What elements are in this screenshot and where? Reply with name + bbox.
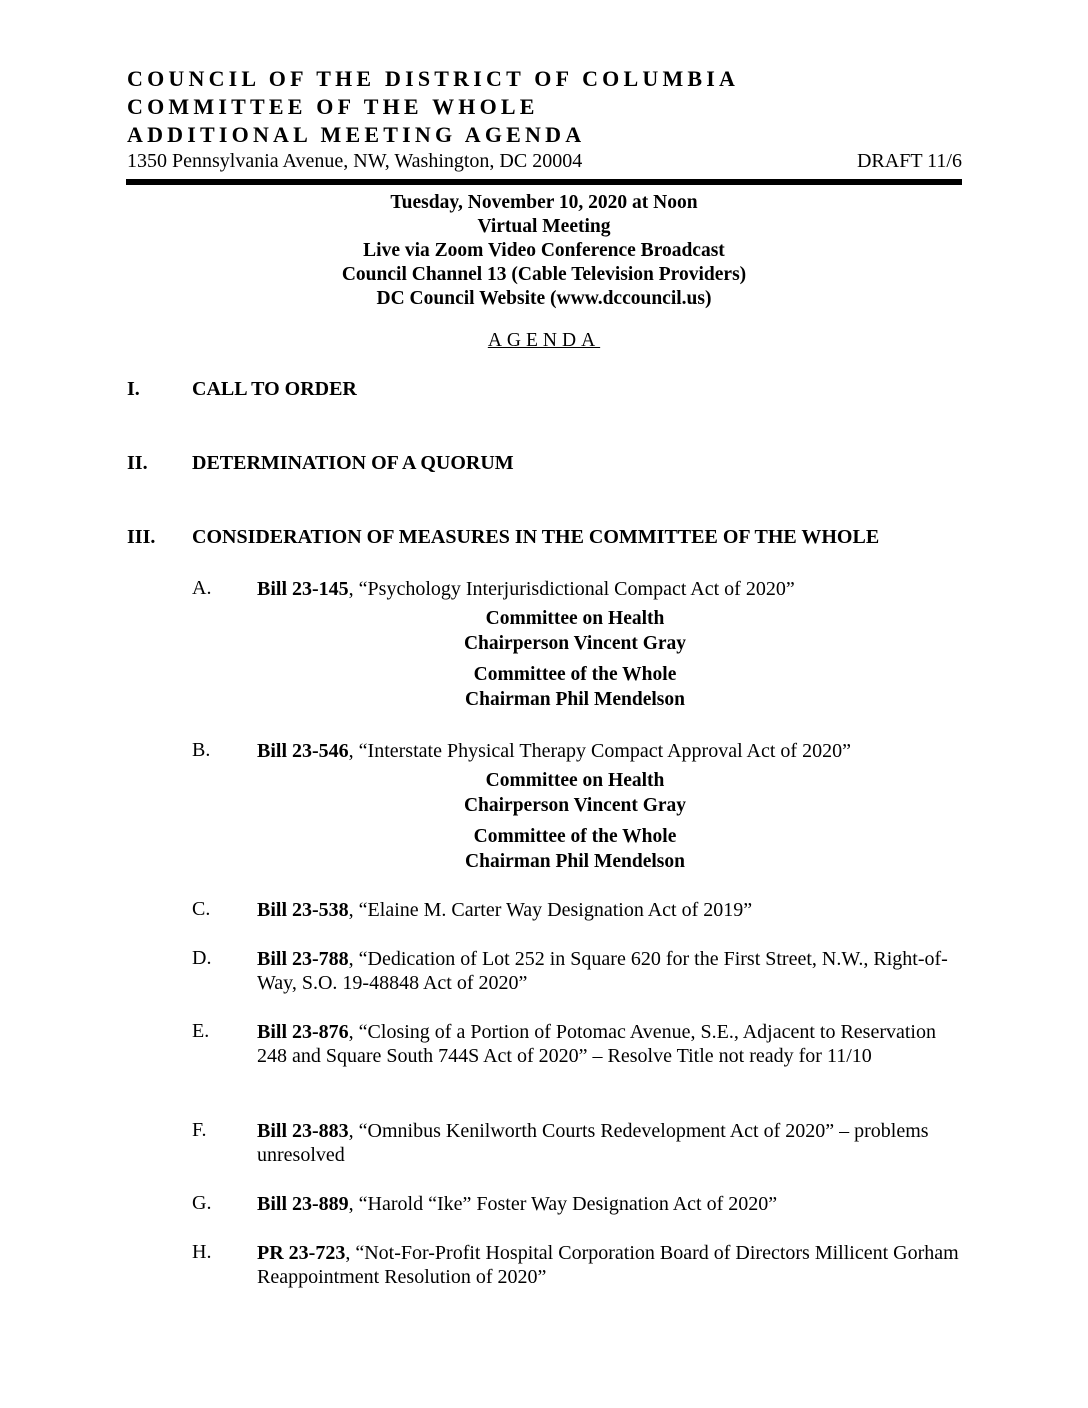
bill-number: Bill 23-546 xyxy=(257,740,349,762)
item-letter: E. xyxy=(192,1020,210,1042)
meeting-info xyxy=(126,191,962,311)
section-number: III. xyxy=(127,526,156,548)
committee-name: Committee on Health xyxy=(485,770,665,791)
item-letter: H. xyxy=(192,1241,212,1263)
bill-title: , “Omnibus Kenilworth Courts Redevelopment Act of 2020” – problems unresolved xyxy=(257,1120,929,1166)
agenda-heading: AGENDA xyxy=(487,330,601,351)
item-letter: D. xyxy=(192,947,212,969)
bill-title: , “Elaine M. Carter Way Designation Act of 2019” xyxy=(348,899,753,921)
agenda-item xyxy=(257,577,962,601)
bill-number: Bill 23-876 xyxy=(257,1021,349,1043)
section-title: DETERMINATION OF A QUORUM xyxy=(192,452,514,474)
bill-number: Bill 23-788 xyxy=(257,948,349,970)
committee-chair: Chairperson Vincent Gray xyxy=(463,633,687,654)
bill-number: Bill 23-889 xyxy=(257,1193,349,1215)
committee-chair: Chairman Phil Mendelson xyxy=(465,851,685,872)
header-council: COUNCIL OF THE DISTRICT OF COLUMBIA xyxy=(127,66,740,91)
item-letter: B. xyxy=(192,739,211,761)
agenda-item xyxy=(257,1192,962,1216)
bill-title: , “Not-For-Profit Hospital Corporation Board of Directors Millicent Gorham Reappointment Resolution of 2020” xyxy=(257,1242,959,1288)
item-letter: G. xyxy=(192,1192,212,1214)
agenda-item xyxy=(257,947,962,995)
meeting-date: Tuesday, November 10, 2020 at Noon xyxy=(390,192,698,213)
header-rule xyxy=(126,179,962,185)
bill-number: Bill 23-538 xyxy=(257,899,349,921)
header-address: 1350 Pennsylvania Avenue, NW, Washington, DC 20004 xyxy=(127,150,583,172)
meeting-type: Virtual Meeting xyxy=(477,216,611,237)
agenda-item xyxy=(257,1119,962,1167)
committee-chair: Chairman Phil Mendelson xyxy=(465,689,685,710)
committee-name: Committee on Health xyxy=(485,608,665,629)
item-letter: C. xyxy=(192,898,211,920)
section-title: CONSIDERATION OF MEASURES IN THE COMMITTEE OF THE WHOLE xyxy=(192,526,880,548)
committee-name: Committee of the Whole xyxy=(473,664,677,685)
committee-referral xyxy=(257,606,893,656)
item-letter: F. xyxy=(192,1119,207,1141)
bill-title: , “Harold “Ike” Foster Way Designation Act of 2020” xyxy=(348,1193,778,1215)
agenda-item xyxy=(257,898,962,922)
meeting-channel: Council Channel 13 (Cable Television Providers) xyxy=(341,264,747,285)
meeting-website: DC Council Website (www.dccouncil.us) xyxy=(376,288,712,309)
item-letter: A. xyxy=(192,577,212,599)
bill-number: Bill 23-883 xyxy=(257,1120,349,1142)
bill-title: , “Closing of a Portion of Potomac Avenue, S.E., Adjacent to Reservation 248 and Square South 744S Act of 2020” – Resolve Title not ready for 11/10 xyxy=(257,1021,936,1067)
committee-referral xyxy=(257,662,893,712)
bill-title: , “Psychology Interjurisdictional Compact Act of 2020” xyxy=(348,578,795,600)
bill-title: , “Interstate Physical Therapy Compact Approval Act of 2020” xyxy=(348,740,851,762)
committee-referral xyxy=(257,824,893,874)
agenda-item xyxy=(257,1020,962,1068)
agenda-item xyxy=(257,1241,962,1289)
bill-title: , “Dedication of Lot 252 in Square 620 for the First Street, N.W., Right-of-Way, S.O. 19-48848 Act of 2020” xyxy=(257,948,948,994)
draft-label: DRAFT 11/6 xyxy=(856,150,962,172)
header-agenda-title: ADDITIONAL MEETING AGENDA xyxy=(127,122,586,147)
bill-number: Bill 23-145 xyxy=(257,578,349,600)
bill-number: PR 23-723 xyxy=(257,1242,346,1264)
committee-name: Committee of the Whole xyxy=(473,826,677,847)
committee-referral xyxy=(257,768,893,818)
agenda-item xyxy=(257,739,962,763)
section-number: I. xyxy=(127,378,140,400)
meeting-broadcast: Live via Zoom Video Conference Broadcast xyxy=(363,240,725,261)
header-committee: COMMITTEE OF THE WHOLE xyxy=(127,94,539,119)
section-number: II. xyxy=(127,452,148,474)
committee-chair: Chairperson Vincent Gray xyxy=(463,795,687,816)
section-title: CALL TO ORDER xyxy=(192,378,357,400)
